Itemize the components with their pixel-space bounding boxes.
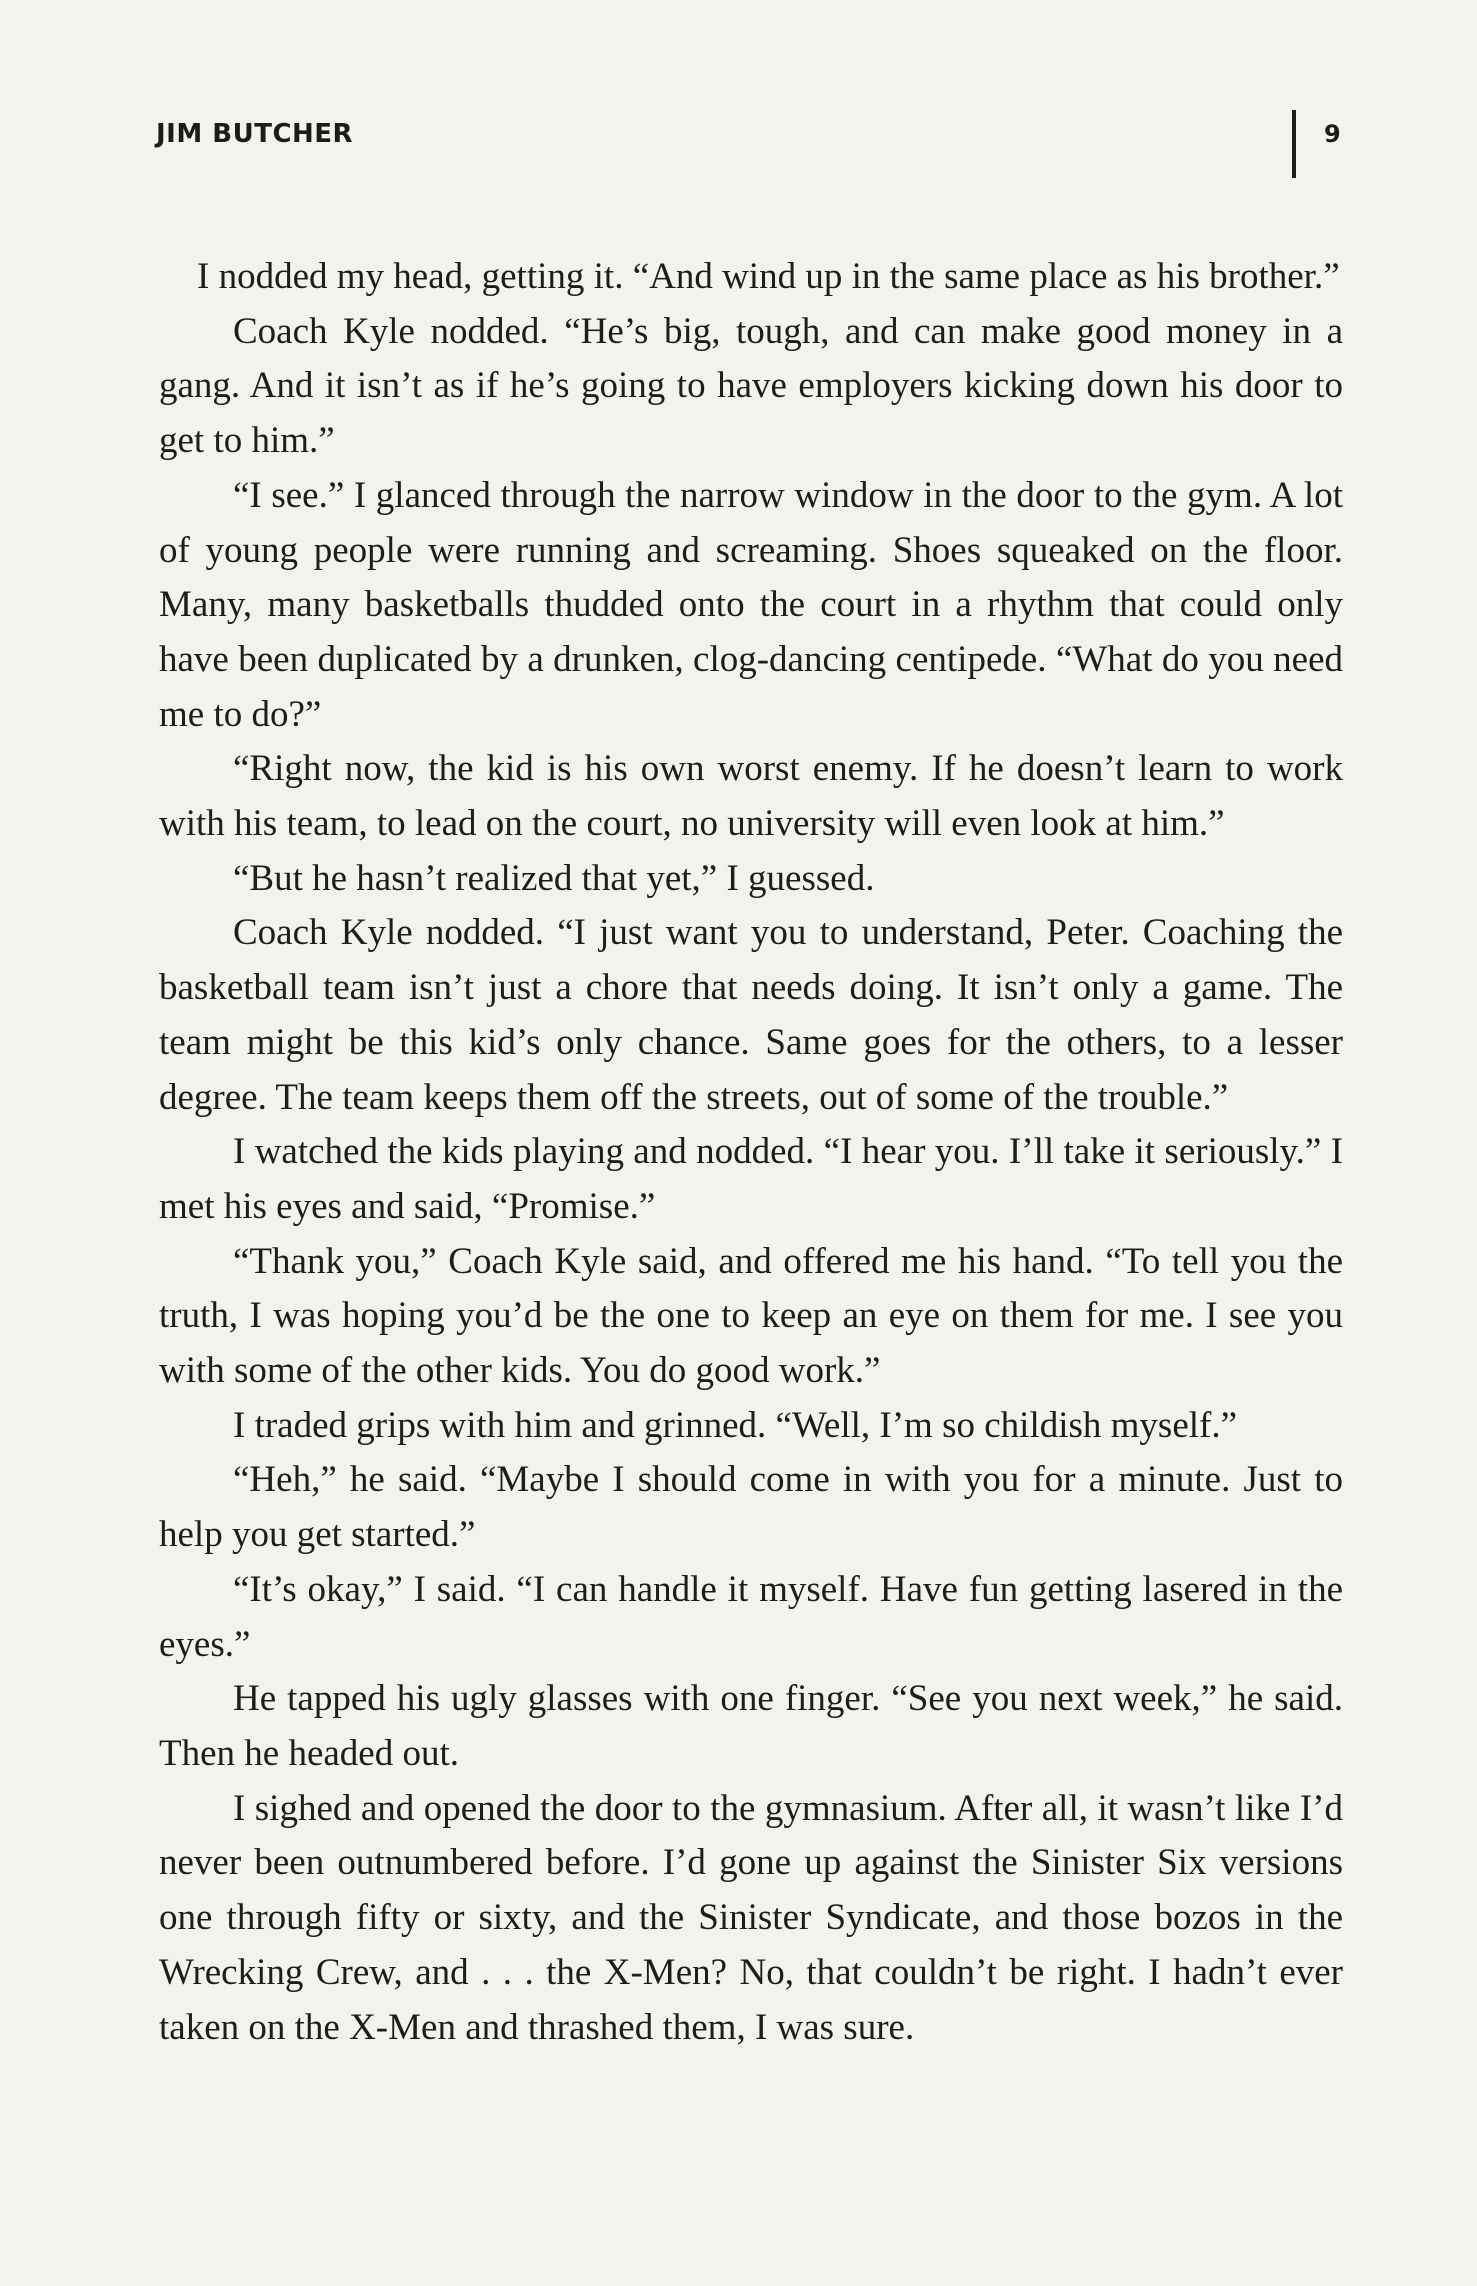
paragraph: I traded grips with him and grinned. “Well, I’m so childish myself.” bbox=[233, 1404, 1238, 1446]
paragraph: “Heh,” he said. “Maybe I should come in with you for a minute. Just to help you get started.” bbox=[159, 1459, 1343, 1556]
paragraph: “Thank you,” Coach Kyle said, and offered me his hand. “To tell you the truth, I was hoping you’d be the one to keep an eye on them for me. I see you with some of the other kids. You do good work.” bbox=[159, 1240, 1343, 1392]
paragraph: I sighed and opened the door to the gymnasium. After all, it wasn’t like I’d never been outnumbered before. I’d gone up against the Sinister Six versions one through fifty or sixty, and the Sinister Syndicate, and those bozos in the Wrecking Crew, and . . . the X-Men? No, that couldn’t be right. I hadn’t ever taken on the X-Men and thrashed them, I was sure. bbox=[159, 1787, 1343, 2048]
paragraph: He tapped his ugly glasses with one finger. “See you next week,” he said. Then he headed out. bbox=[159, 1678, 1343, 1774]
page-number: 9 bbox=[1324, 120, 1341, 148]
header-divider bbox=[1292, 110, 1296, 178]
paragraph: Coach Kyle nodded. “He’s big, tough, and can make good money in a gang. And it isn’t as if he’s going to have employers kicking down his door to get to him.” bbox=[159, 310, 1343, 462]
running-header bbox=[156, 118, 1341, 178]
body-text bbox=[159, 250, 1343, 2055]
paragraph: “But he hasn’t realized that yet,” I guessed. bbox=[233, 857, 875, 899]
paragraph: “It’s okay,” I said. “I can handle it myself. Have fun getting lasered in the eyes.” bbox=[159, 1568, 1343, 1665]
paragraph: “Right now, the kid is his own worst enemy. If he doesn’t learn to work with his team, to lead on the court, no university will even look at him.” bbox=[159, 748, 1343, 845]
author-name: JIM BUTCHER bbox=[156, 119, 354, 149]
paragraph: “I see.” I glanced through the narrow window in the door to the gym. A lot of young people were running and screaming. Shoes squeaked on the floor. Many, many basketballs thudded onto the court in a rhythm that could only have been duplicated by a drunken, clog-dancing centipede. “What do you need me to do?” bbox=[159, 474, 1343, 735]
paragraph: I nodded my head, getting it. “And wind up in the same place as his brother.” bbox=[197, 256, 1340, 297]
paragraph: Coach Kyle nodded. “I just want you to understand, Peter. Coaching the basketball team isn’t just a chore that needs doing. It isn’t only a game. The team might be this kid’s only chance. Same goes for the others, to a lesser degree. The team keeps them off the streets, out of some of the trouble.” bbox=[159, 912, 1343, 1118]
paragraph: I watched the kids playing and nodded. “I hear you. I’ll take it seriously.” I met his eyes and said, “Promise.” bbox=[159, 1131, 1343, 1227]
